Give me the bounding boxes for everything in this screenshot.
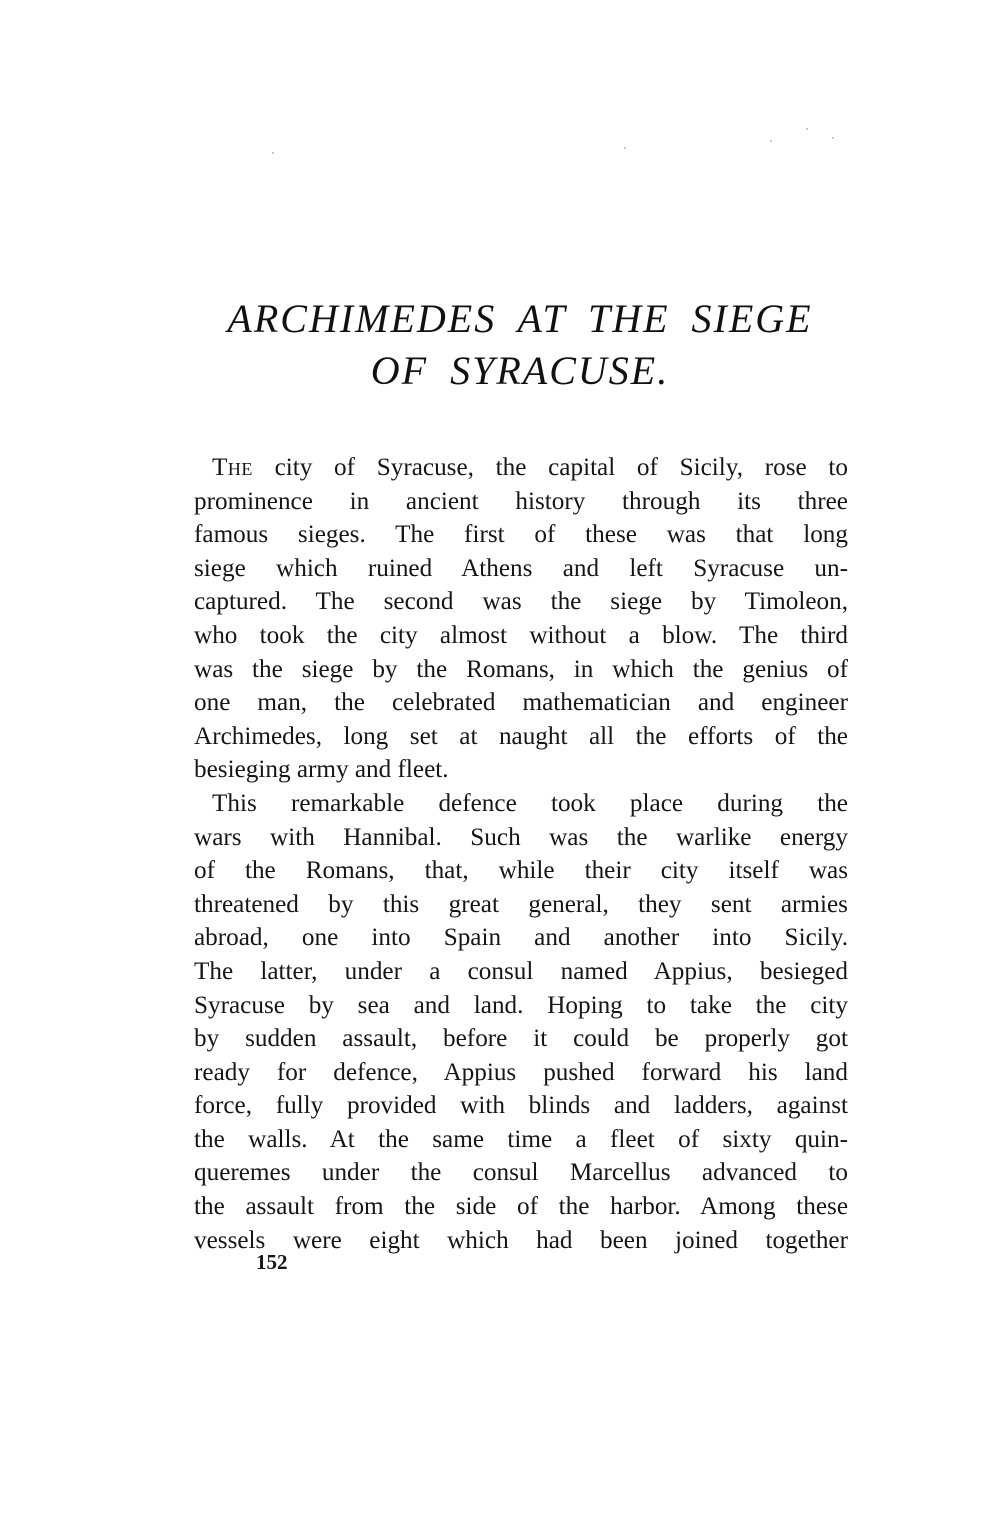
page-number: 152 bbox=[256, 1250, 288, 1274]
chapter-title-line-1: ARCHIMEDES AT THE SIEGE bbox=[227, 296, 813, 341]
text-line: the walls. At the same time a fleet of sixty quin- bbox=[194, 1125, 848, 1153]
scan-speck bbox=[272, 152, 274, 154]
text-line: besieging army and fleet. bbox=[194, 756, 449, 784]
text-line: was the siege by the Romans, in which the genius of bbox=[194, 655, 848, 683]
text-line: threatened by this great general, they sent armies bbox=[194, 890, 848, 918]
text-line: prominence in ancient history through its three bbox=[194, 487, 848, 515]
drop-lead-word: The bbox=[212, 454, 253, 481]
text-line: The latter, under a consul named Appius, besieged bbox=[194, 957, 848, 985]
paragraph-2 bbox=[194, 787, 848, 1257]
text-line: siege which ruined Athens and left Syracuse un- bbox=[194, 554, 848, 582]
scan-speck bbox=[832, 137, 834, 139]
text-line: of the Romans, that, while their city itself was bbox=[194, 857, 848, 885]
text-line: by sudden assault, before it could be properly got bbox=[194, 1025, 848, 1053]
chapter-title bbox=[200, 293, 840, 397]
text-line: wars with Hannibal. Such was the warlike energy bbox=[194, 823, 848, 851]
text-line: the assault from the side of the harbor. Among these bbox=[194, 1193, 848, 1221]
scan-speck bbox=[806, 128, 808, 130]
text-line: who took the city almost without a blow. The third bbox=[194, 621, 848, 649]
text-line: Archimedes, long set at naught all the efforts of the bbox=[194, 722, 848, 750]
text-line: The city of Syracuse, the capital of Sicily, rose to bbox=[212, 454, 848, 481]
text-line: abroad, one into Spain and another into Sicily. bbox=[194, 924, 848, 952]
scan-speck bbox=[770, 140, 772, 142]
text-line: Syracuse by sea and land. Hoping to take the city bbox=[194, 991, 848, 1019]
text-line: force, fully provided with blinds and ladders, against bbox=[194, 1092, 848, 1120]
scan-speck bbox=[624, 147, 626, 149]
text-line: famous sieges. The first of these was that long bbox=[194, 521, 848, 549]
chapter-title-line-2: OF SYRACUSE. bbox=[370, 348, 670, 393]
text-line: one man, the celebrated mathematician and engineer bbox=[194, 689, 848, 717]
text-line: This remarkable defence took place during the bbox=[212, 789, 848, 817]
paragraph-1 bbox=[194, 451, 848, 787]
text-line: queremes under the consul Marcellus advanced to bbox=[194, 1159, 848, 1187]
chapter-body bbox=[194, 451, 848, 1257]
text-line: vessels were eight which had been joined together bbox=[194, 1226, 848, 1254]
text-line: ready for defence, Appius pushed forward his land bbox=[194, 1058, 848, 1086]
text-line: captured. The second was the siege by Timoleon, bbox=[194, 588, 848, 616]
